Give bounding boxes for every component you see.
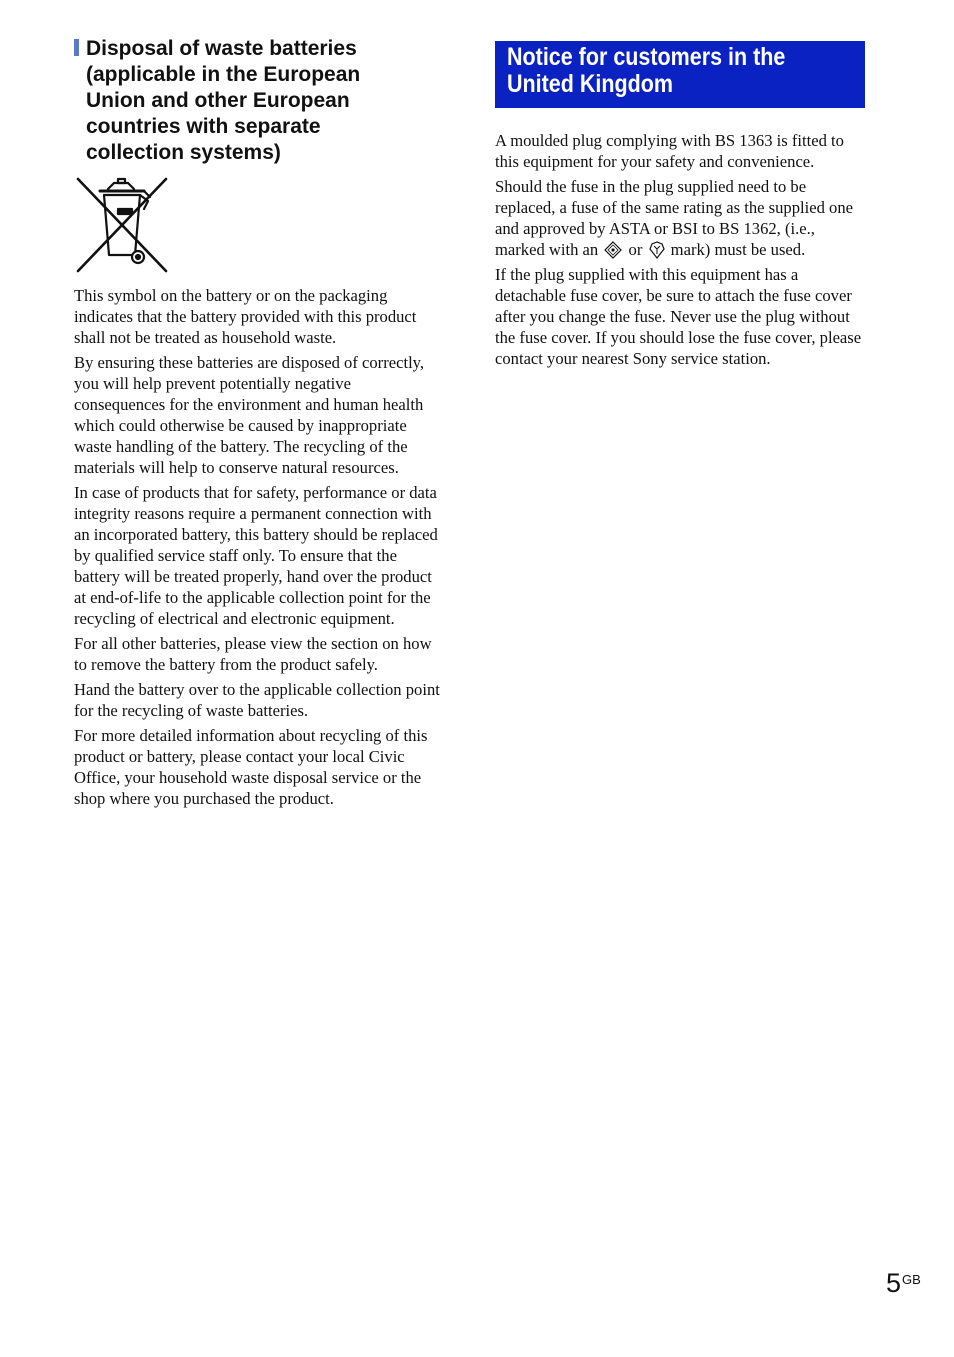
banner-line-2: United Kingdom	[507, 70, 674, 98]
crossed-out-wheelie-bin-icon	[74, 175, 170, 275]
fuse-text-or: or	[628, 240, 643, 259]
fuse-text-before: Should the fuse in the plug supplied need to be replaced, a fuse of the same rating as the supplied one and approved by ASTA or BSI to BS 1362, (i.e., marked with an	[495, 177, 854, 259]
uk-notice-banner	[495, 41, 865, 108]
heading-line-3: Union and other European	[86, 89, 350, 112]
heading-line-2: (applicable in the European	[86, 63, 361, 86]
paragraph-other-batteries: For all other batteries, please view the section on how to remove the battery from the product safely.	[74, 634, 432, 674]
battery-disposal-section	[74, 36, 442, 813]
heading-line-4: countries with separate	[86, 115, 321, 138]
paragraph-fuse-cover: If the plug supplied with this equipment has a detachable fuse cover, be sure to attach the fuse cover after you change the fuse. Never use the plug without the fuse cover. If you should lose the fuse cover, please contact your nearest Sony service station.	[495, 265, 862, 368]
page-number: 5	[886, 1268, 902, 1298]
uk-notice-body	[495, 130, 865, 369]
heading-marker	[74, 39, 79, 56]
paragraph-ensuring: By ensuring these batteries are disposed of correctly, you will help prevent potentially negative consequences for the environment and human health which could otherwise be caused by inappropriate waste handling of the battery. The recycling of the materials will help to conserve natural resources.	[74, 353, 425, 477]
heading-line-1: Disposal of waste batteries	[86, 37, 357, 60]
fuse-text-after: mark) must be used.	[670, 240, 806, 259]
paragraph-incorporated-battery: In case of products that for safety, performance or data integrity reasons require a permanent connection with an incorporated battery, this battery should be replaced by qualified service staff only. To ensure that the battery will be treated properly, hand over the product at end-of-life to the applicable collection point for the recycling of electrical and electronic equipment.	[74, 483, 438, 628]
uk-notice-section	[495, 41, 865, 373]
bsi-kitemark-icon	[649, 241, 665, 259]
banner-line-1: Notice for customers in the	[507, 43, 786, 71]
paragraph-symbol: This symbol on the battery or on the packaging indicates that the battery provided with this product shall not be treated as household waste.	[74, 286, 417, 347]
paragraph-moulded-plug: A moulded plug complying with BS 1363 is fitted to this equipment for your safety and convenience.	[495, 131, 844, 171]
paragraph-fuse-replacement	[495, 176, 865, 260]
paragraph-hand-over: Hand the battery over to the applicable collection point for the recycling of waste batteries.	[74, 680, 440, 720]
asta-mark-icon	[604, 241, 622, 259]
battery-disposal-heading	[74, 36, 442, 166]
page-language-suffix: GB	[902, 1272, 921, 1287]
heading-line-5: collection systems)	[86, 141, 281, 164]
paragraph-more-info: For more detailed information about recycling of this product or battery, please contact your local Civic Office, your household waste disposal service or the shop where you purchased the product.	[74, 726, 428, 808]
